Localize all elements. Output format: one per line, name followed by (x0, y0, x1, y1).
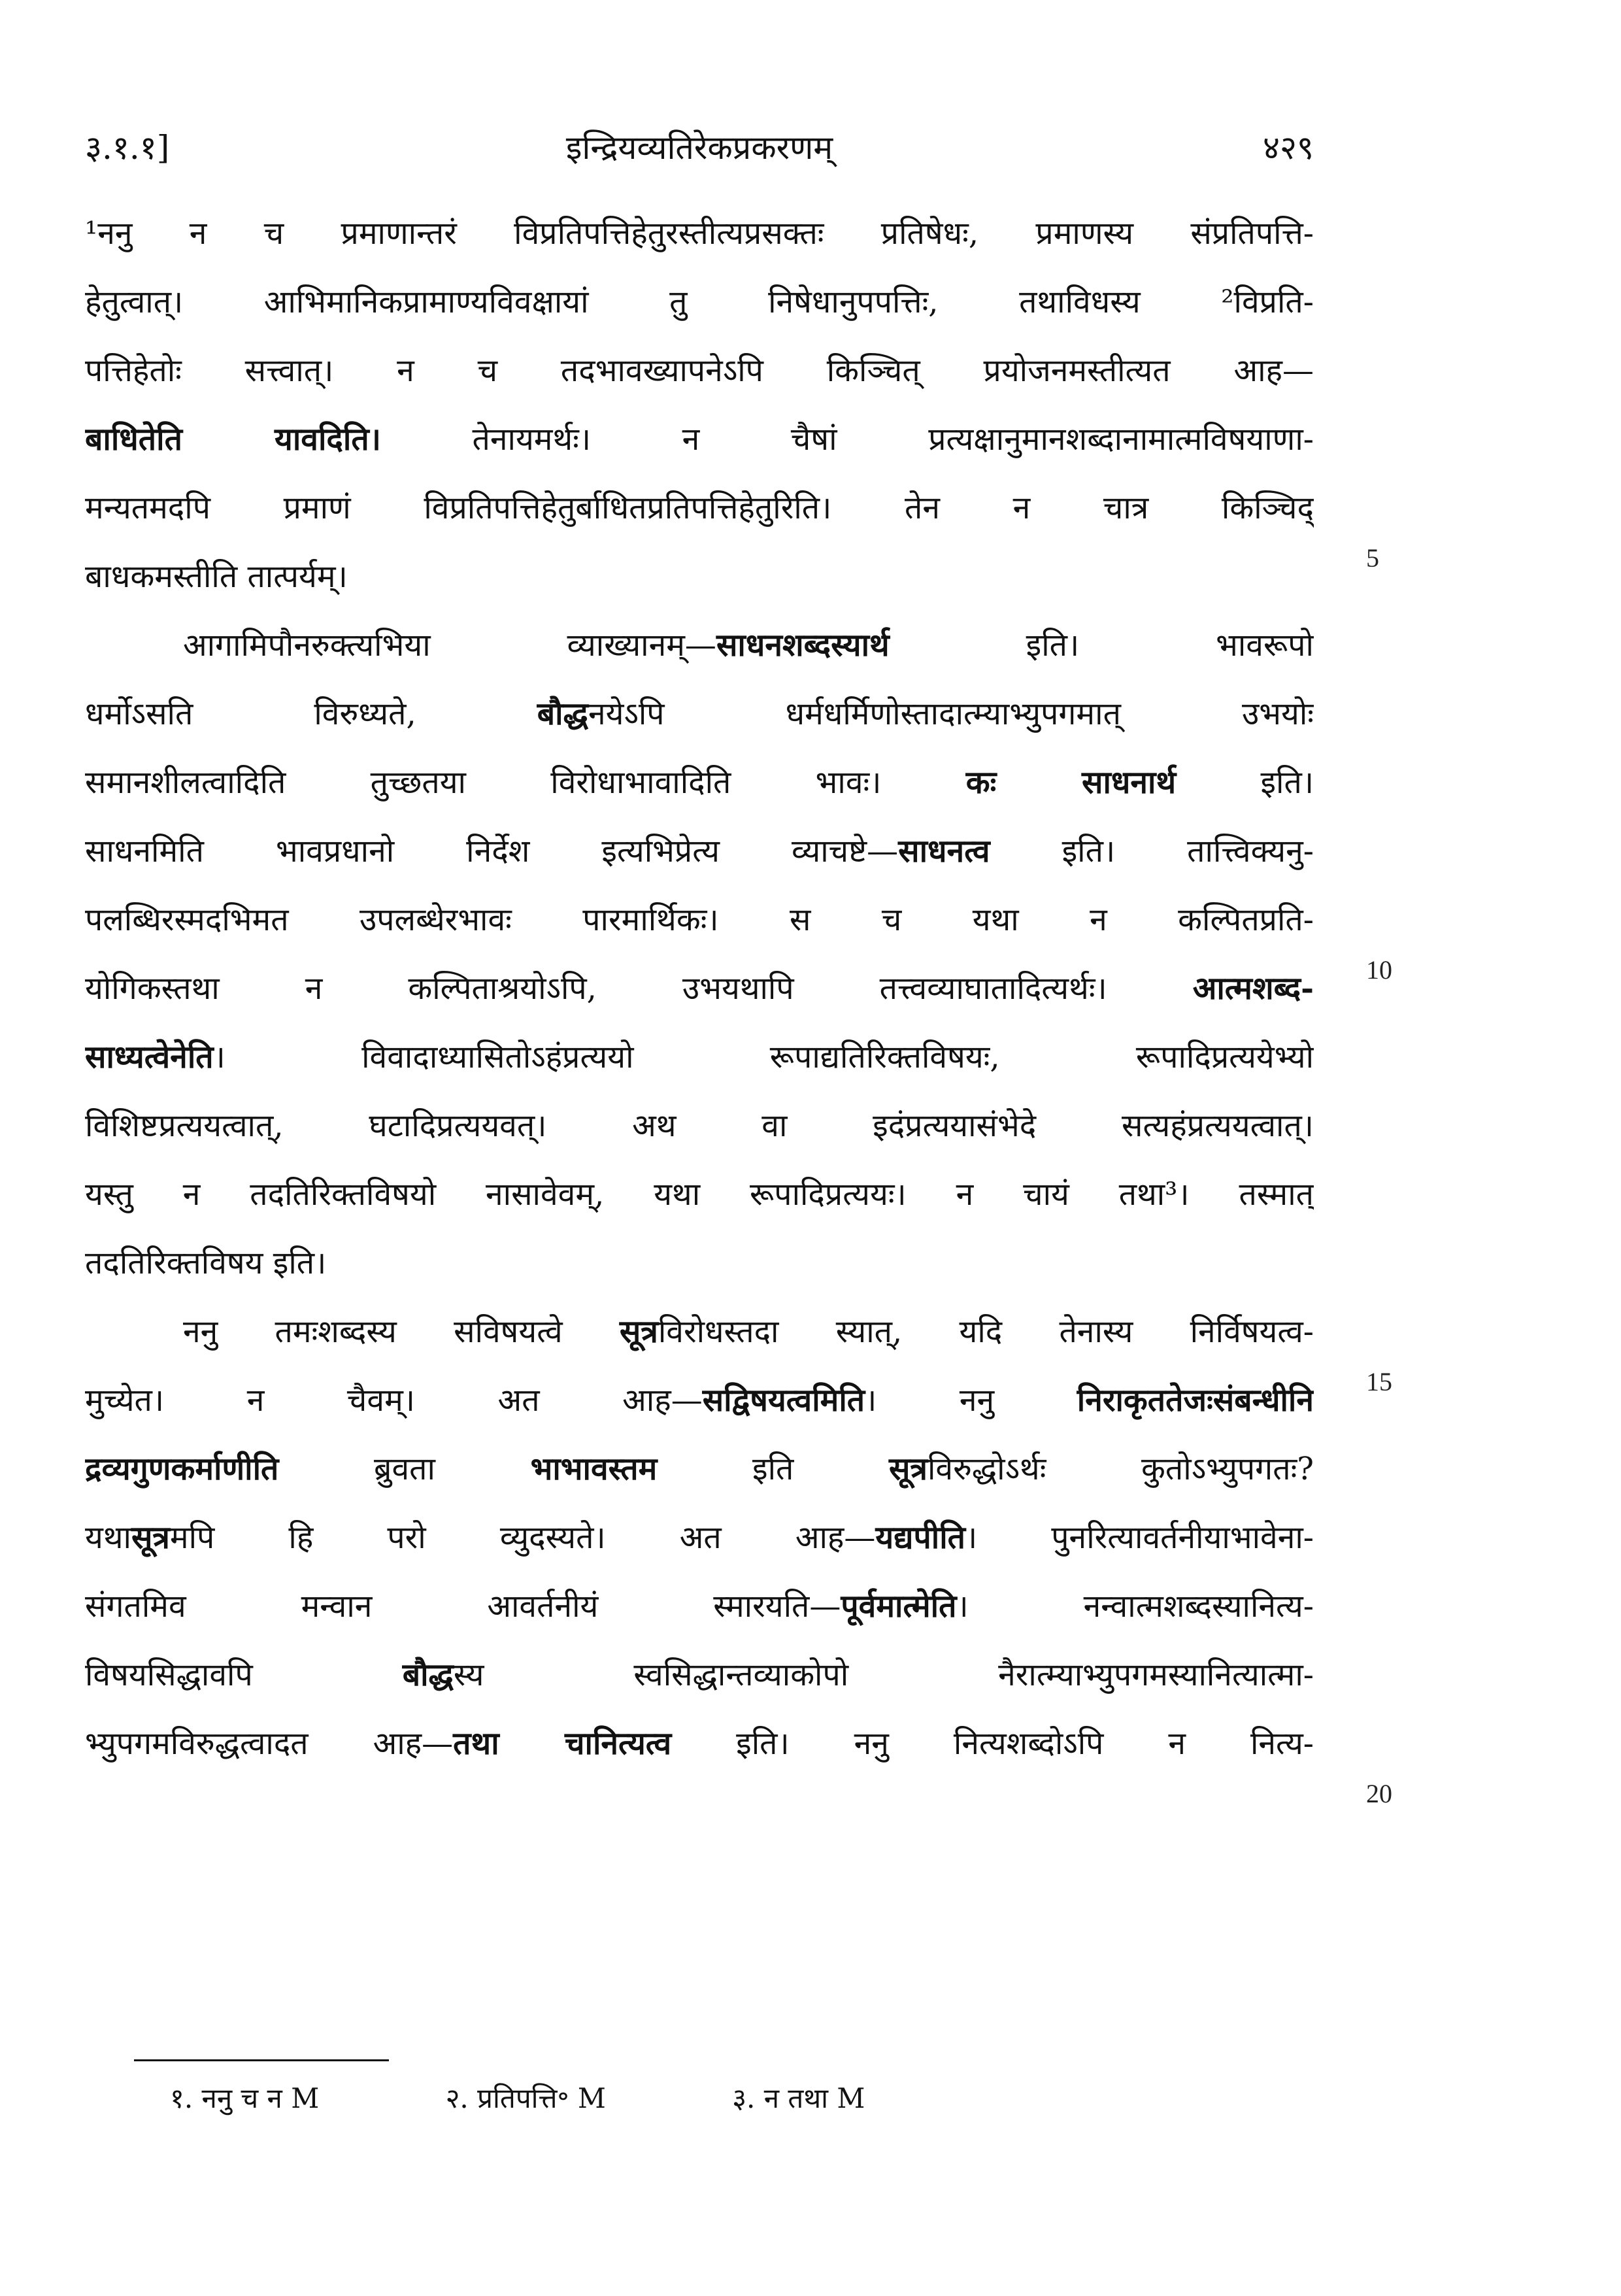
text-line: मुच्येत। न चैवम्। अत आह—सद्विषयत्वमिति। ननु निराकृततेजःसंबन्धीनि (85, 1382, 1314, 1419)
line-number: 20 (1366, 1779, 1392, 1808)
text-line: यस्तु न तदतिरिक्तविषयो नासावेवम्, यथा रूपादिप्रत्ययः। न चायं तथा³। तस्मात् (85, 1176, 1314, 1213)
text-line: तदतिरिक्तविषय इति। (85, 1245, 327, 1281)
commentary-text (85, 199, 1314, 1778)
section-reference: ३.१.१] (85, 129, 170, 167)
running-title: इन्द्रियव्यतिरेकप्रकरणम् (565, 129, 833, 167)
page-number: ४२९ (1263, 129, 1314, 167)
footnotes (170, 2079, 982, 2116)
line-number: 5 (1366, 543, 1379, 573)
line-number: 15 (1366, 1367, 1392, 1396)
text-line: धर्मोऽसति विरुध्यते, बौद्धनयेऽपि धर्मधर्मिणोस्तादात्म्याभ्युपगमात् उभयोः (85, 696, 1314, 732)
text-line: साध्यत्वेनेति। विवादाध्यासितोऽहंप्रत्ययो रूपाद्यतिरिक्तविषयः, रूपादिप्रत्ययेभ्यो (85, 1039, 1314, 1075)
text-line: मन्यतमदपि प्रमाणं विप्रतिपत्तिहेतुर्बाधितप्रतिपत्तिहेतुरिति। तेन न चात्र किञ्चिद् (85, 490, 1314, 526)
footnote: २. प्रतिपत्ति॰ M (445, 2082, 606, 2114)
running-header (85, 124, 1314, 177)
text-line: योगिकस्तथा न कल्पिताश्रयोऽपि, उभयथापि तत्त्वव्याघातादित्यर्थः। आत्मशब्द- (85, 970, 1314, 1007)
line-number: 10 (1366, 955, 1392, 985)
text-line: ¹ननु न च प्रमाणान्तरं विप्रतिपत्तिहेतुरस्तीत्यप्रसक्तः प्रतिषेधः, प्रमाणस्य संप्रतिपत्ति- (85, 215, 1314, 252)
text-line: आगामिपौनरुक्त्यभिया व्याख्यानम्—साधनशब्दस्यार्थ इति। भावरूपो (183, 627, 1314, 664)
text-line: पलब्धिरस्मदभिमत उपलब्धेरभावः पारमार्थिकः। स च यथा न कल्पितप्रति- (85, 902, 1314, 938)
text-line: यथासूत्रमपि हि परो व्युदस्यते। अत आह—यद्यपीति। पुनरित्यावर्तनीयाभावेना- (85, 1519, 1314, 1556)
text-line: साधनमिति भावप्रधानो निर्देश इत्यभिप्रेत्य व्याचष्टे—साधनत्व इति। तात्त्विक्यनु- (85, 833, 1314, 869)
footnote: ३. न तथा M (732, 2082, 865, 2114)
text-line: द्रव्यगुणकर्माणीति ब्रुवता भाभावस्तम इति सूत्रविरुद्धोऽर्थः कुतोऽभ्युपगतः? (85, 1451, 1314, 1487)
text-line: ननु तमःशब्दस्य सविषयत्वे सूत्रविरोधस्तदा स्यात्, यदि तेनास्य निर्विषयत्व- (183, 1313, 1314, 1350)
text-line: विषयसिद्धावपि बौद्धस्य स्वसिद्धान्तव्याकोपो नैरात्म्याभ्युपगमस्यानित्यात्मा- (85, 1657, 1314, 1693)
text-line: पत्तिहेतोः सत्त्वात्। न च तदभावख्यापनेऽपि किञ्चित् प्रयोजनमस्तीत्यत आह— (85, 352, 1314, 389)
text-line: समानशीलत्वादिति तुच्छतया विरोधाभावादिति भावः। कः साधनार्थ इति। (85, 764, 1314, 801)
text-line: हेतुत्वात्। आभिमानिकप्रामाण्यविवक्षायां तु निषेधानुपपत्तिः, तथाविधस्य ²विप्रति- (85, 284, 1314, 320)
text-line: बाधकमस्तीति तात्पर्यम्। (85, 558, 348, 595)
footnote-rule (134, 2059, 389, 2061)
text-line: बाधितेति यावदिति। तेनायमर्थः। न चैषां प्रत्यक्षानुमानशब्दानामात्मविषयाणा- (85, 421, 1314, 458)
footnote: १. ननु च न M (170, 2082, 320, 2114)
text-line: भ्युपगमविरुद्धत्वादत आह—तथा चानित्यत्व इति। ननु नित्यशब्दोऽपि न नित्य- (85, 1725, 1314, 1762)
text-line: संगतमिव मन्वान आवर्तनीयं स्मारयति—पूर्वमात्मेति। नन्वात्मशब्दस्यानित्य- (85, 1588, 1314, 1625)
text-line: विशिष्टप्रत्ययत्वात्, घटादिप्रत्ययवत्। अथ वा इदंप्रत्ययासंभेदे सत्यहंप्रत्ययत्वात्। (85, 1107, 1314, 1144)
